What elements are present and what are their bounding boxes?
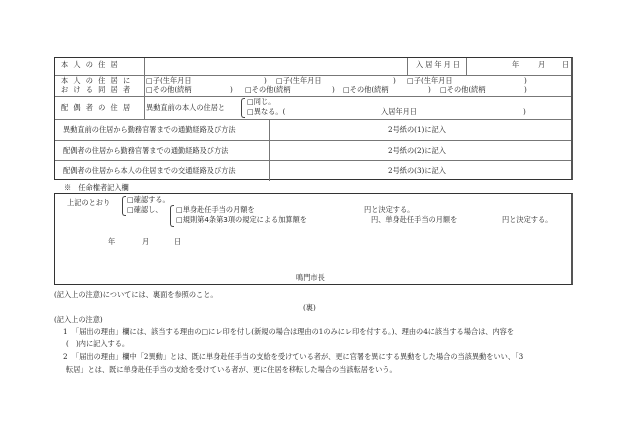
brace — [241, 98, 245, 118]
child-checkbox-1[interactable]: □子(生年月日 — [146, 76, 192, 85]
spouse-move-in-label: 入居年月日 — [381, 107, 417, 116]
note-2-line1: 「届出の理由」欄中「2異動」とは、既に単身赴任手当の支給を受けている者が、更に官署を異にする異動をした場合の当該異動をいい、「3 — [72, 352, 524, 361]
col-divider — [407, 58, 408, 75]
paren: ) — [524, 85, 527, 94]
row-divider — [55, 160, 571, 161]
paren: ) — [332, 85, 335, 94]
yen-monthly-text: 円、単身赴任手当の月額を — [371, 215, 458, 224]
route-label-1: 異動直前の住居から勤務官署までの通勤経路及び方法 — [63, 125, 236, 134]
brace — [170, 205, 174, 227]
col-divider — [144, 58, 145, 119]
label-spouse-residence: 配偶者の住居 — [61, 103, 136, 112]
own-residence-field[interactable] — [146, 58, 406, 74]
paren: ) — [428, 85, 431, 94]
note-1-line2: ( )内に記入する。 — [66, 339, 130, 348]
decide-text-2: 円と決定する。 — [502, 215, 553, 224]
footer-note: (記入上の注意)についてには、裏面を参照のこと。 — [54, 290, 218, 299]
label-own-residence: 本人の住居 — [61, 60, 123, 69]
col-divider — [269, 119, 270, 181]
route-label-3: 配偶者の住居から本人の住居までの交通経路及び方法 — [63, 166, 236, 175]
appointer-date-year: 年 — [108, 237, 116, 246]
move-in-date-field[interactable] — [467, 58, 572, 74]
label-cohabitants-line1: 本人の住居に — [61, 76, 136, 85]
other-checkbox-3[interactable]: □その他(続柄 — [343, 85, 389, 94]
different-checkbox[interactable]: □異なる。( — [247, 107, 286, 116]
child-checkbox-3[interactable]: □子(生年月日 — [407, 76, 453, 85]
addition-checkbox[interactable]: □規則第4条第3項の規定による加算額を — [176, 215, 307, 224]
label-cohabitants-line2: おける同居者 — [61, 85, 136, 94]
date-month: 月 — [538, 60, 546, 69]
date-day: 日 — [562, 60, 570, 69]
confirm-checkbox[interactable]: □確認する。 — [127, 195, 170, 204]
signer-title: 鳴門市長 — [296, 273, 325, 282]
appointer-section-title: ※ 任命権者記入欄 — [64, 183, 129, 192]
paren: ) — [523, 107, 526, 116]
note-number: 1 — [63, 327, 68, 336]
label-move-in-date: 入居年月日 — [416, 60, 462, 69]
brace — [122, 196, 126, 216]
paren: ) — [393, 76, 396, 85]
monthly-amount-checkbox[interactable]: □単身赴任手当の月額を — [176, 205, 255, 214]
paren: ) — [230, 85, 233, 94]
spouse-prefix: 異動直前の本人の住居と — [146, 103, 226, 112]
other-checkbox-2[interactable]: □その他(続柄 — [245, 85, 291, 94]
note-number: 2 — [63, 352, 68, 361]
route-value-2: 2号紙の(2)に記入 — [388, 146, 446, 155]
child-checkbox-2[interactable]: □子(生年月日 — [276, 76, 322, 85]
row-divider — [55, 119, 571, 120]
row-divider — [55, 96, 571, 97]
paren: ) — [524, 76, 527, 85]
same-checkbox[interactable]: □同じ。 — [247, 97, 276, 106]
row-divider — [55, 140, 571, 141]
route-value-1: 2号紙の(1)に記入 — [388, 125, 446, 134]
appointer-date-day: 日 — [174, 237, 182, 246]
route-label-2: 配偶者の住居から勤務官署までの通勤経路及び方法 — [63, 146, 229, 155]
back-page-marker: (裏) — [303, 303, 316, 312]
as-above-text: 上記のとおり — [67, 198, 111, 207]
paren: ) — [264, 76, 267, 85]
appointer-date-month: 月 — [142, 237, 150, 246]
date-year: 年 — [512, 60, 520, 69]
other-checkbox-4[interactable]: □その他(続柄 — [440, 85, 486, 94]
note-1-line1: 「届出の理由」欄には、該当する理由の□にレ印を付し(新規の場合は理由の1のみにレ印を付する。)、理由の4に該当する場合は、内容を — [72, 327, 515, 336]
note-2-line2: 転居」とは、既に単身赴任手当の支給を受けている者が、更に住居を移転した場合の当該転居をいう。 — [66, 365, 397, 374]
decide-text-1: 円と決定する。 — [364, 205, 415, 214]
route-value-3: 2号紙の(3)に記入 — [388, 166, 446, 175]
notes-title: (記入上の注意) — [54, 315, 103, 324]
confirm-and-checkbox[interactable]: □確認し、 — [127, 205, 163, 214]
other-checkbox-1[interactable]: □その他(続柄 — [146, 85, 192, 94]
